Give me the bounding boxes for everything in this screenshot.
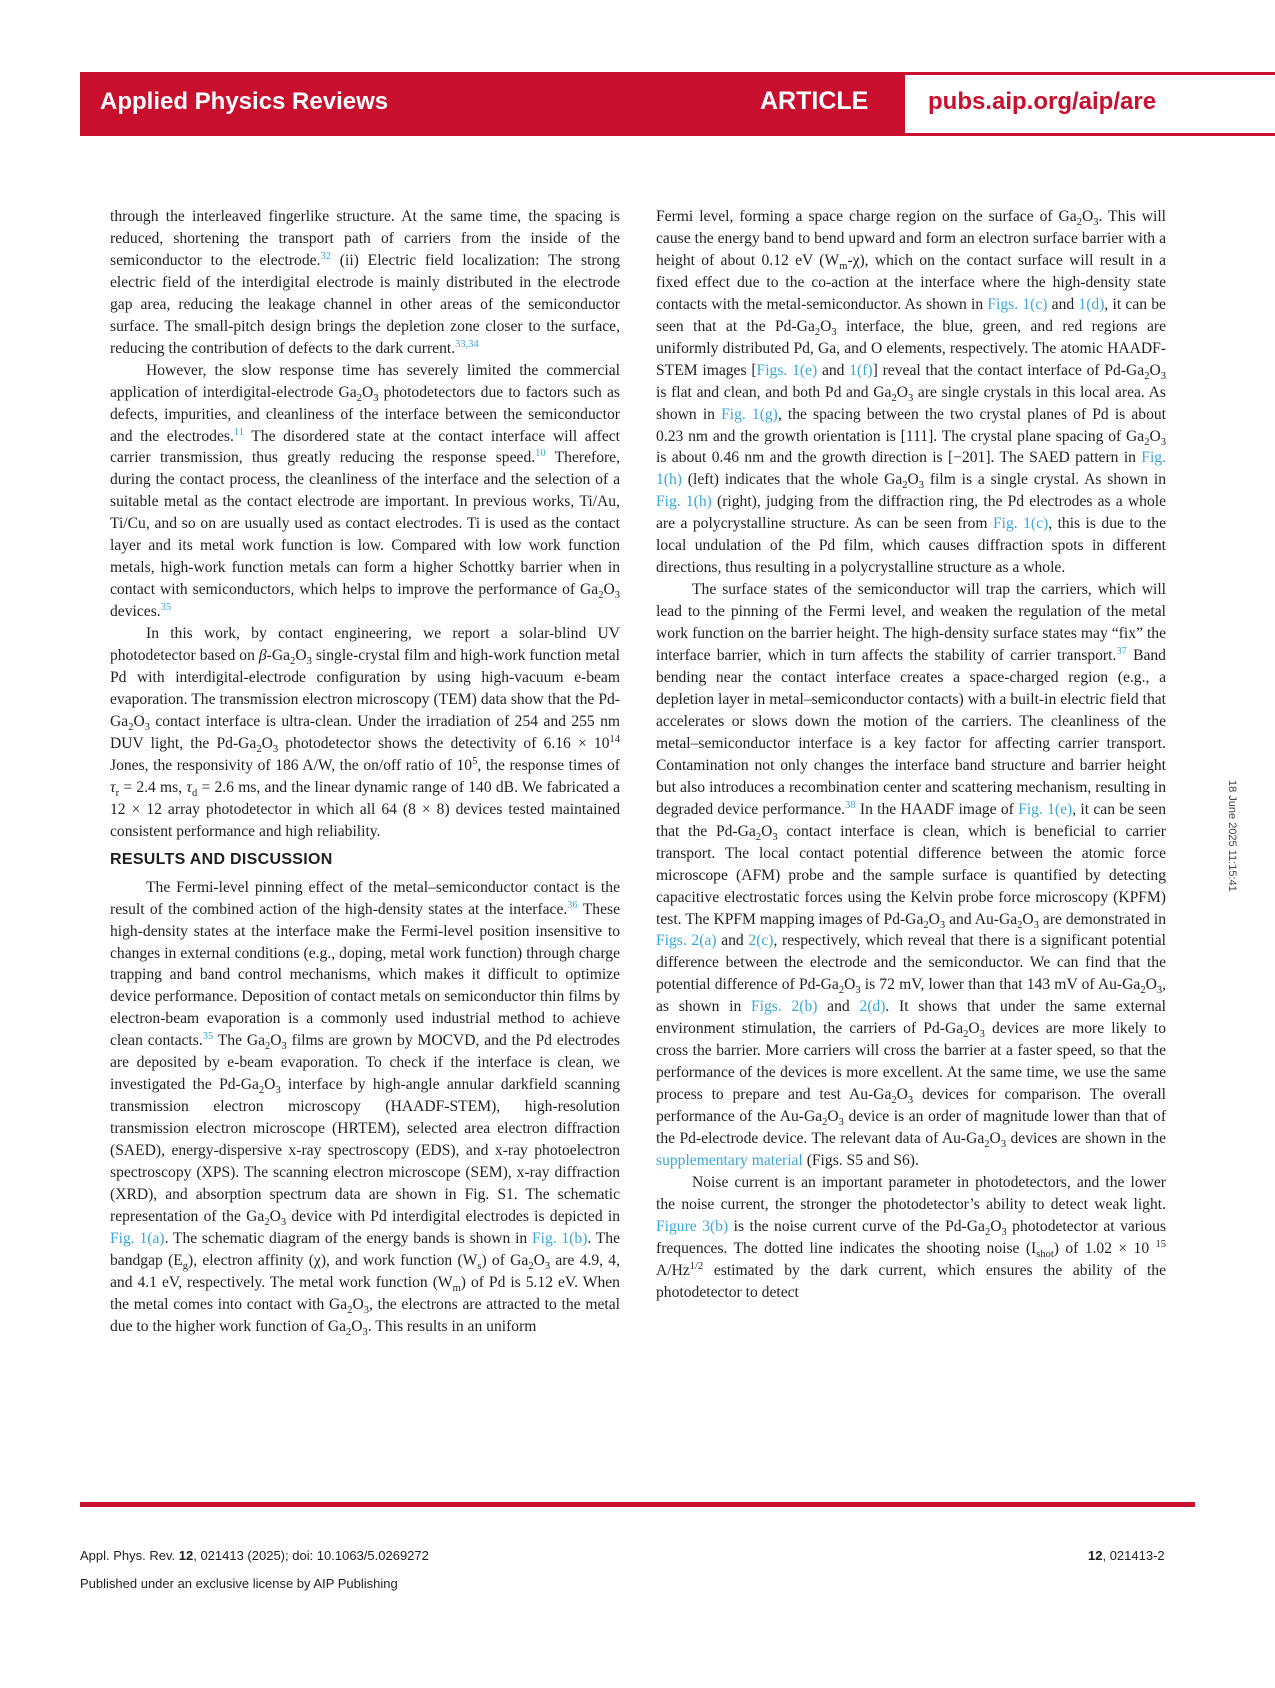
figure-link[interactable]: Fig. 1(c) (992, 515, 1049, 533)
paragraph: The surface states of the semiconductor will trap the carriers, which will lead to the pinning of the Fermi level, and weaken the regulation of the metal work function on the barrier height. The high-density surface states may “fix” the interface barrier, which in turn affects the stability of carrier transport.$^{37}$ Band bending near the contact interface creates a space-charged region (e.g., a depletion layer in metal–semiconductor contacts) with a built-in electric field that accelerates or slows down the motion of the carriers. The cleanliness of the metal–semiconductor interface is a key factor for affecting carrier transport. Contamination not only changes the interface band structure and barrier height but also introduces a recombination center and scattering mechanism, resulting in degraded device performance.$^{38}$ In the HAADF image of Fig. 1(e), it can be seen that the $Pd-Ga_2O_3$ contact interface is clean, which is beneficial to carrier transport. The local contact potential difference between the atomic force microscope (AFM) probe and the sample surface is quantified by detecting capacitive electrostatic forces using the Kelvin probe force microscopy (KPFM) test. The KPFM mapping images of $Pd-Ga_2O_3$ and $Au-Ga_2O_3$ are demonstrated in Figs. 2(a) and 2(c), respectively, which reveal that there is a significant potential difference between the electrode and the semiconductor. We can find that the potential difference of $Pd-Ga_2O_3$ is 72 mV, lower than that 143 mV of $Au-Ga_2O_3$, as shown in Figs. 2(b) and 2(d). It shows that under the same external environment stimulation, the carriers of $Pd-Ga_2O_3$ devices are more likely to cross the barrier. More carriers will cross the barrier at a faster speed, so that the performance of the devices is more excellent. At the same time, we use the same process to prepare and test $Au-Ga_2O_3$ devices for comparison. The overall performance of the $Au-Ga_2O_3$ device is an order of magnitude lower than that of the Pd-electrode device. The relevant data of $Au-Ga_2O_3$ devices are shown in the supplementary material (Figs. S5 and S6). (656, 581, 1167, 1169)
reference-link[interactable]: 35 (202, 1031, 214, 1043)
reference-link[interactable]: 35 (160, 601, 172, 613)
reference-link[interactable]: 11 (233, 426, 244, 438)
reference-link[interactable]: 38 (845, 799, 856, 811)
footer-publisher: Published under an exclusive license by AIP Publishing (80, 1576, 398, 1591)
figure-link[interactable]: Figs. 1(e) (756, 361, 818, 379)
figure-link[interactable]: 2(c) (748, 932, 774, 950)
reference-link[interactable]: 33,34 (455, 338, 479, 350)
paragraph: However, the slow response time has severely limited the commercial application of interdigital-electrode $Ga_2O_3$ photodetectors due to factors such as defects, impurities, and cleanliness of the interface between the semiconductor and the electrodes.$^{11}$ The disordered state at the contact interface will affect carrier transmission, thus greatly reducing the response speed.$^{10}$ Therefore, during the contact process, the cleanliness of the interface and the selection of a suitable metal as the contact electrode are important. In previous works, Ti/Au, Ti/Cu, and so on are usually used as contact electrodes. Ti is used as the contact layer and its metal work function is low. Compared with low work function metals, high-work function metals can form a higher Schottky barrier when in contact with semiconductors, which helps to improve the performance of $Ga_2O_3$ devices.$^{35}$ (110, 361, 621, 621)
footer-rule (80, 1502, 1195, 1507)
paragraph: Fermi level, forming a space charge region on the surface of $Ga_2O_3$. This will cause the energy band to bend upward and form an electron surface barrier with a height of about 0.12 eV $(W_m-\chi)$, which on the contact surface will result in a fixed effect due to the co-action at the interface where the high-density state contacts with the metal-semiconductor. As shown in Figs. 1(c) and 1(d), it can be seen that at the $Pd-Ga_2O_3$ interface, the blue, green, and red regions are uniformly distributed Pd, Ga, and O elements, respectively. The atomic HAADF-STEM images [Figs. 1(e) and 1(f)] reveal that the contact interface of $Pd-Ga_2O_3$ is flat and clean, and both Pd and $Ga_2O_3$ are single crystals in this local area. As shown in Fig. 1(g), the spacing between the two crystal planes of Pd is about 0.23 nm and the growth orientation is [111]. The crystal plane spacing of $Ga_2O_3$ is about 0.46 nm and the growth direction is [−201]. The SAED pattern in Fig. 1(h) (left) indicates that the whole $Ga_2O_3$ film is a single crystal. As shown in Fig. 1(h) (right), judging from the diffraction ring, the Pd electrodes as a whole are a polycrystalline structure. As can be seen from Fig. 1(c), this is due to the local undulation of the Pd film, which causes diffraction spots in different directions, thus resulting in a polycrystalline structure as a whole. (656, 208, 1167, 577)
supplementary-link[interactable]: supplementary material (656, 1151, 803, 1169)
figure-link[interactable]: Fig. 1(a) (110, 1229, 165, 1247)
figure-link[interactable]: Figs. 2(b) (750, 998, 818, 1016)
paragraph: In this work, by contact engineering, we report a solar-blind UV photodetector based on $\beta-Ga_2O_3$ single-crystal film and high-work function metal Pd with interdigital-electrode configuration by using high-vacuum e-beam evaporation. The transmission electron microscopy (TEM) data show that the $Pd-Ga_2O_3$ contact interface is ultra-clean. Under the irradiation of 254 and 255 nm DUV light, the $Pd-Ga_2O_3$ photodetector shows the detectivity of $6.16 \times 10^{14}$ Jones, the responsivity of 186 A/W, the on/off ratio of $10^5$, the response times of $\tau_r = 2.4$ ms, $\tau_d = 2.6$ ms, and the linear dynamic range of 140 dB. We fabricated a 12 × 12 array photodetector in which all 64 (8 × 8) devices tested maintained consistent performance and high reliability. (110, 625, 621, 840)
left-column (110, 206, 620, 1338)
reference-link[interactable]: 37 (1116, 645, 1127, 657)
figure-link[interactable]: Fig. 1(h) (656, 449, 1166, 489)
figure-link[interactable]: Fig. 1(e) (1018, 800, 1073, 818)
reference-link[interactable]: 32 (320, 250, 331, 262)
figure-link[interactable]: Fig. 1(b) (531, 1229, 588, 1247)
figure-link[interactable]: 1(d) (1078, 295, 1105, 313)
figure-link[interactable]: Figs. 1(c) (987, 295, 1048, 313)
page-number: 12, 021413-2 (1088, 1548, 1165, 1563)
reference-link[interactable]: 36 (567, 899, 578, 911)
section-heading: RESULTS AND DISCUSSION (110, 850, 333, 868)
right-column (656, 206, 1166, 1304)
journal-url-link[interactable]: pubs.aip.org/aip/are (928, 88, 1157, 115)
figure-link[interactable]: Fig. 1(g) (721, 405, 778, 423)
figure-link[interactable]: Figure 3(b) (656, 1217, 729, 1235)
reference-link[interactable]: 10 (535, 448, 546, 460)
paragraph: The Fermi-level pinning effect of the metal–semiconductor contact is the result of the combined action of the high-density states at the interface.$^{36}$ These high-density states at the interface make the Fermi-level position insensitive to changes in external conditions (e.g., doping, metal work function) through charge trapping and band control mechanisms, which makes it difficult to optimize device performance. Deposition of contact metals on semiconductor thin films by electron-beam evaporation is a commonly used industrial method to achieve clean contacts.$^{35}$ The $Ga_2O_3$ films are grown by MOCVD, and the Pd electrodes are deposited by e-beam evaporation. To check if the interface is clean, we investigated the $Pd-Ga_2O_3$ interface by high-angle annular darkfield scanning transmission electron microscopy (HAADF-STEM), high-resolution transmission electron microscope (HRTEM), selected area electron diffraction (SAED), energy-dispersive x-ray spectroscopy (EDS), and x-ray photoelectron spectroscopy (XPS). The scanning electron microscope (SEM), x-ray diffraction (XRD), and absorption spectrum data are shown in Fig. S1. The schematic representation of the $Ga_2O_3$ device with Pd interdigital electrodes is depicted in Fig. 1(a). The schematic diagram of the energy bands is shown in Fig. 1(b). The bandgap $(E_g)$, electron affinity (χ), and work function $(W_s)$ of $Ga_2O_3$ are 4.9, 4, and 4.1 eV, respectively. The metal work function $(W_m)$ of Pd is 5.12 eV. When the metal comes into contact with $Ga_2O_3$, the electrons are attracted to the metal due to the higher work function of $Ga_2O_3$. This results in an uniform (110, 878, 621, 1338)
paragraph: through the interleaved fingerlike structure. At the same time, the spacing is reduced, shortening the transport path of carriers from the inside of the semiconductor to the electrode.$^{32}$ (ii) Electric field localization: The strong electric field of the interdigital electrode is mainly distributed in the electrode gap area, reducing the leakage channel in other areas of the semiconductor surface. The small-pitch design brings the depletion zone closer to the surface, reducing the contribution of defects to the dark current.$^{33,34}$ (110, 208, 621, 357)
figure-link[interactable]: 1(f) (849, 361, 873, 379)
figure-link[interactable]: 2(d) (859, 998, 886, 1016)
footer-citation: Appl. Phys. Rev. 12, 021413 (2025); doi: 10.1063/5.0269272 (80, 1548, 429, 1563)
figure-link[interactable]: Figs. 2(a) (656, 932, 717, 950)
download-timestamp: 18 June 2025 11:15:41 (1226, 780, 1238, 892)
article-label: ARTICLE (760, 87, 869, 115)
paragraph: Noise current is an important parameter in photodetectors, and the lower the noise current, the stronger the photodetector’s ability to detect weak light. Figure 3(b) is the noise current curve of the $Pd-Ga_2O_3$ photodetector at various frequences. The dotted line indicates the shooting noise $(I_{shot})$ of 1.02 × 10 $^{15}$ $A/Hz^{1/2}$ estimated by the dark current, which ensures the ability of the photodetector to detect (656, 1173, 1166, 1301)
figure-link[interactable]: Fig. 1(h) (656, 493, 712, 511)
journal-title: Applied Physics Reviews (100, 88, 389, 115)
